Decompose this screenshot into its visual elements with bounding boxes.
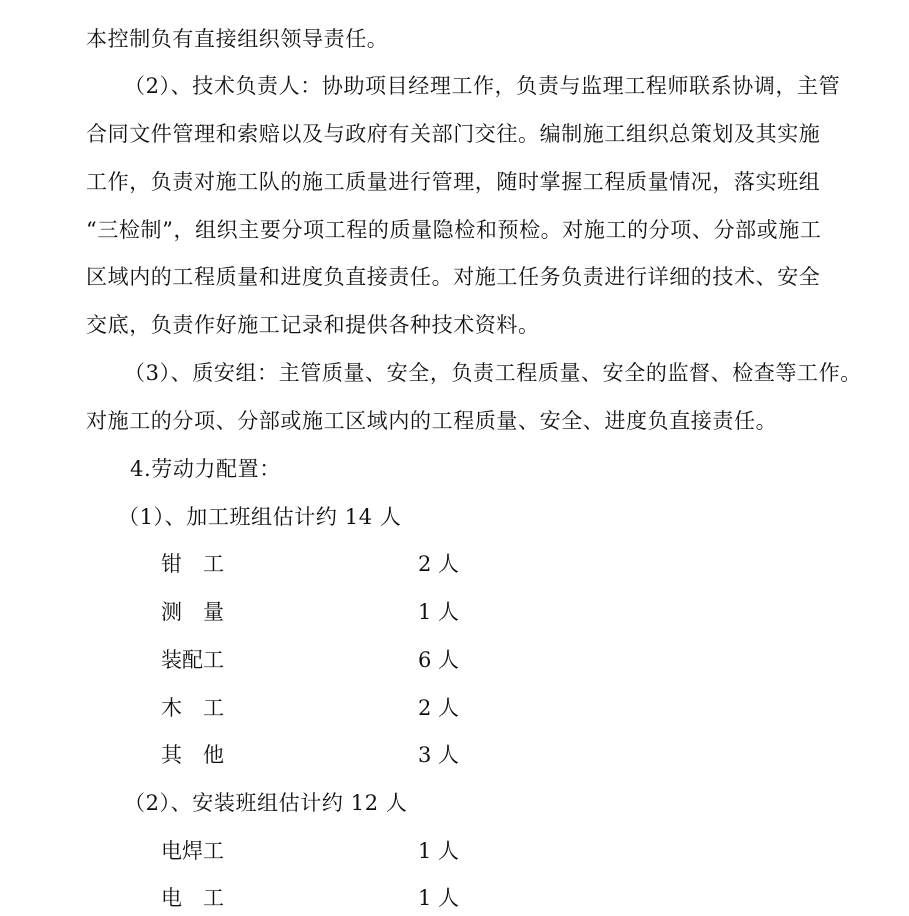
paragraph-line: 工作，负责对施工队的施工质量进行管理，随时掌握工程质量情况，落实班组 xyxy=(86,170,821,194)
paragraph-line: 本控制负有直接组织领导责任。 xyxy=(86,27,389,51)
role-label: 测 量 xyxy=(161,600,224,624)
group-title-installation: （2）、安装班组估计约 12 人 xyxy=(124,791,408,815)
role-label: 木 工 xyxy=(161,696,224,720)
section-heading: 4.劳动力配置： xyxy=(130,457,281,481)
headcount-value: 1 人 xyxy=(418,600,460,624)
paragraph-line: “三检制”，组织主要分项工程的质量隐检和预检。对施工的分项、分部或施工 xyxy=(86,218,822,242)
role-label: 电 工 xyxy=(161,886,224,910)
paragraph-line: 对施工的分项、分部或施工区域内的工程质量、安全、进度负直接责任。 xyxy=(86,409,778,433)
group-title-processing: （1）、加工班组估计约 14 人 xyxy=(118,505,402,529)
role-label: 其 他 xyxy=(161,743,224,767)
paragraph-line: （2）、技术负责人：协助项目经理工作，负责与监理工程师联系协调，主管 xyxy=(124,74,841,98)
role-label: 电焊工 xyxy=(161,839,224,863)
paragraph-line: 区域内的工程质量和进度负直接责任。对施工任务负责进行详细的技术、安全 xyxy=(86,265,821,289)
headcount-value: 1 人 xyxy=(418,839,460,863)
headcount-value: 1 人 xyxy=(418,886,460,910)
headcount-value: 3 人 xyxy=(418,743,460,767)
role-label: 装配工 xyxy=(161,648,224,672)
headcount-value: 2 人 xyxy=(418,552,460,576)
paragraph-line: 交底，负责作好施工记录和提供各种技术资料。 xyxy=(86,313,540,337)
paragraph-line: 合同文件管理和索赔以及与政府有关部门交往。编制施工组织总策划及其实施 xyxy=(86,122,821,146)
headcount-value: 6 人 xyxy=(418,648,460,672)
headcount-value: 2 人 xyxy=(418,696,460,720)
paragraph-line: （3）、质安组：主管质量、安全，负责工程质量、安全的监督、检查等工作。 xyxy=(124,361,862,385)
role-label: 钳 工 xyxy=(161,552,224,576)
